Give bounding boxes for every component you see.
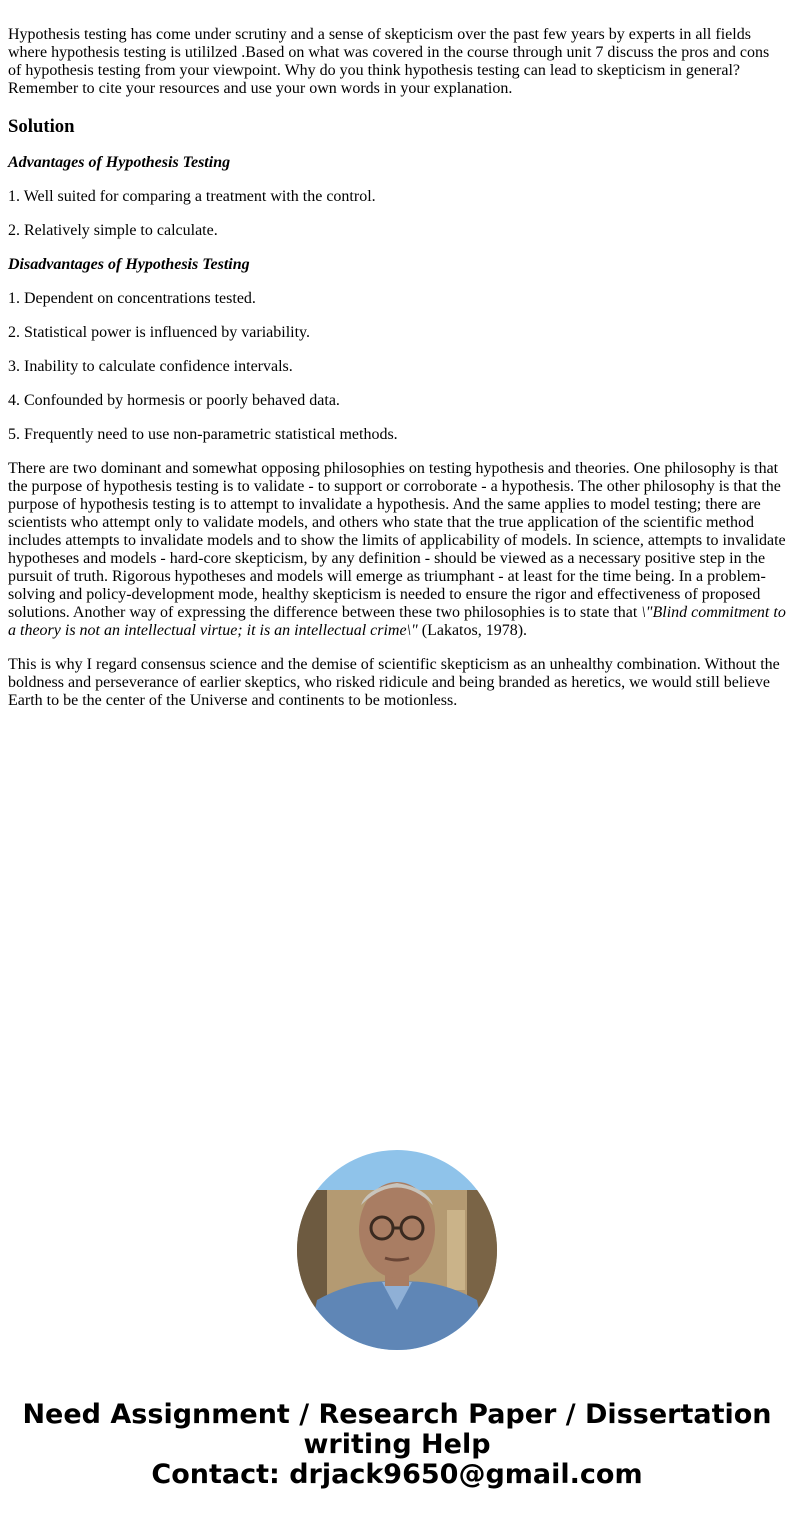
conclusion-paragraph: This is why I regard consensus science and the demise of scientific skepticism as an unhealthy combination. Without the boldness and perseverance of earlier skeptics, who risked ridicule and being branded as heretics, we would still believe Earth to be the center of the Universe and continents to be motionless. [8, 656, 780, 709]
disadvantage-item: 1. Dependent on concentrations tested. [8, 290, 256, 307]
disadvantage-item: 5. Frequently need to use non-parametric statistical methods. [8, 426, 398, 443]
article [8, 0, 786, 726]
advantage-item: 1. Well suited for comparing a treatment with the control. [8, 188, 376, 205]
disadvantage-item: 3. Inability to calculate confidence intervals. [8, 358, 293, 375]
disadvantage-item: 2. Statistical power is influenced by variability. [8, 324, 310, 341]
promo-section [0, 1150, 794, 1490]
solution-heading: Solution [8, 116, 75, 137]
promo-line: writing Help [303, 1429, 491, 1460]
disadvantages-heading: Disadvantages of Hypothesis Testing [8, 256, 250, 273]
lakatos-quote: \"Blind commitment to a theory is not an intellectual virtue; it is an intellectual crime\" [8, 604, 786, 639]
promo-contact: Contact: drjack9650@gmail.com [151, 1459, 643, 1490]
philosophy-text: There are two dominant and somewhat opposing philosophies on testing hypothesis and theories. One philosophy is that the purpose of hypothesis testing is to validate - to support or corroborate - a hypothesis. The other philosophy is that the purpose of hypothesis testing is to attempt to invalidate a hypothesis. And the same applies to model testing; there are scientists who attempt only to validate models, and others who state that the true application of the scientific method includes attempts to invalidate models and to show the limits of applicability of models. In science, attempts to invalidate hypotheses and models - hard-core skepticism, by any definition - should be viewed as a necessary positive step in the pursuit of truth. Rigorous hypotheses and models will emerge as triumphant - at least for the time being. In a problem-solving and policy-development mode, healthy skepticism is needed to ensure the rigor and effectiveness of proposed solutions. Another way of expressing the difference between these two philosophies is to state that [8, 460, 786, 621]
philosophy-paragraph [8, 460, 786, 640]
promo-line: Need Assignment / Research Paper / Dissertation [22, 1399, 772, 1430]
advantage-item: 2. Relatively simple to calculate. [8, 222, 218, 239]
citation: (Lakatos, 1978). [417, 622, 528, 639]
advantages-heading: Advantages of Hypothesis Testing [8, 154, 231, 171]
disadvantage-item: 4. Confounded by hormesis or poorly behaved data. [8, 392, 340, 409]
question-text: Hypothesis testing has come under scrutiny and a sense of skepticism over the past few years by experts in all fields where hypothesis testing is utililzed .Based on what was covered in the course through unit 7 discuss the pros and cons of hypothesis testing from your viewpoint. Why do you think hypothesis testing can lead to skepticism in general? Remember to cite your resources and use your own words in your explanation. [8, 26, 770, 97]
promo-text [0, 1400, 794, 1490]
author-photo [297, 1150, 497, 1350]
